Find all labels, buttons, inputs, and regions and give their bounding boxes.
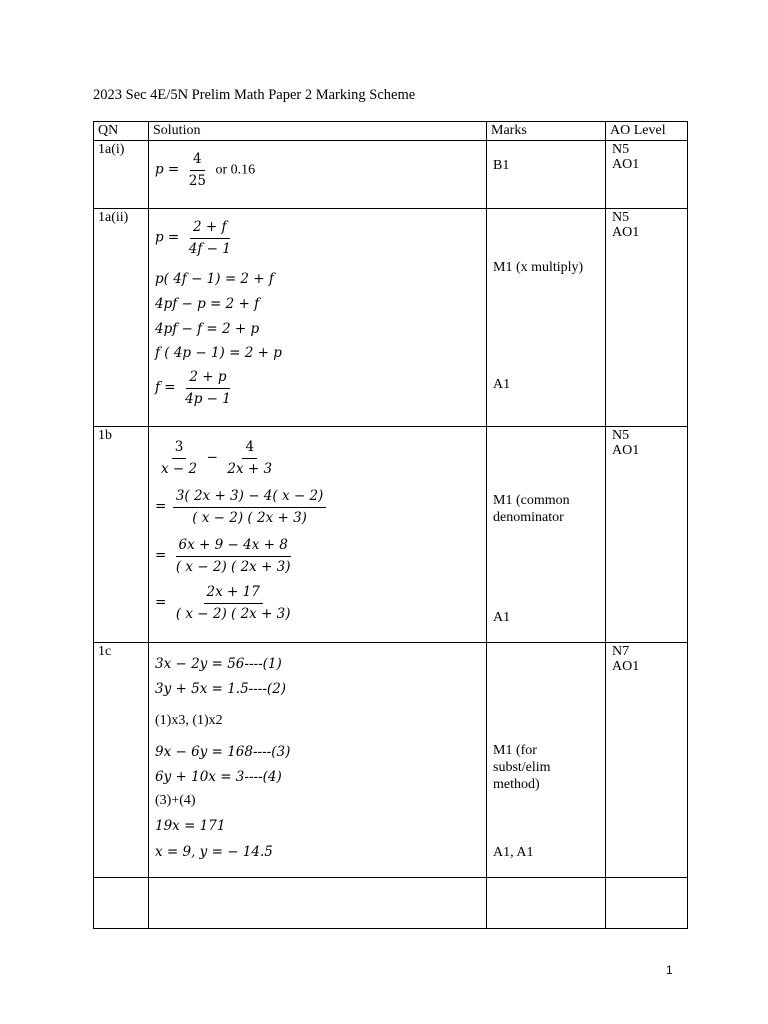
solution-line: p = $\frac{4}{25}$ or 0.16: [155, 151, 256, 189]
solution-line: x = 9, y = − 14.5: [155, 844, 273, 860]
solution-line: f = $\frac{2 + p}{4p - 1}$: [155, 369, 237, 408]
solution-line: $\frac{3}{x - 2}$ − $\frac{4}{2x + 3}$: [155, 439, 278, 478]
fraction: $\frac{3}{x - 2}$: [161, 439, 198, 477]
table-row-empty: [94, 878, 688, 929]
solution-line: = $\frac{6x + 9 - 4x + 8}{( x - 2) ( 2x + 3)}$: [155, 537, 297, 576]
solution-line: (1)x3, (1)x2: [155, 713, 223, 728]
ao-level: N5: [612, 210, 630, 225]
ao-level: AO1: [612, 659, 640, 674]
solution-line: 9x − 6y = 168----(3): [155, 744, 291, 760]
table-row: [94, 141, 688, 209]
empty-cell: [606, 878, 688, 929]
solution-cell: [149, 427, 487, 643]
header-marks: Marks: [487, 122, 606, 141]
table-header-row: [94, 122, 688, 141]
question-number: 1a(ii): [94, 209, 149, 427]
solution-line: p( 4f − 1) = 2 + f: [155, 271, 274, 287]
solution-line: p = $\frac{2 + f}{4f - 1}$: [155, 219, 237, 258]
marks-cell: [487, 643, 606, 878]
ao-level: N5: [612, 142, 630, 157]
mark-label: A1, A1: [493, 845, 534, 860]
mark-label: M1 (for: [493, 743, 537, 758]
empty-cell: [149, 878, 487, 929]
solution-line: f ( 4p − 1) = 2 + p: [155, 345, 282, 361]
solution-line: = $\frac{2x + 17}{( x - 2) ( 2x + 3)}$: [155, 584, 297, 623]
marking-scheme-table: [93, 121, 688, 929]
page-number: 1: [666, 963, 673, 977]
mark-label: A1: [493, 377, 511, 392]
solution-line: 3y + 5x = 1.5----(2): [155, 681, 287, 697]
fraction: $\frac{6x + 9 - 4x + 8}{( x - 2) ( 2x + 3)}$: [175, 537, 291, 575]
question-number: 1a(i): [94, 141, 149, 209]
mark-label: A1: [493, 610, 511, 625]
question-number: 1b: [94, 427, 149, 643]
table-row: [94, 209, 688, 427]
empty-cell: [487, 878, 606, 929]
mark-label: subst/elim: [493, 760, 551, 775]
question-number: 1c: [94, 643, 149, 878]
ao-level-cell: [606, 141, 688, 209]
ao-level-cell: [606, 209, 688, 427]
solution-line: (3)+(4): [155, 793, 196, 808]
solution-line: 6y + 10x = 3----(4): [155, 769, 282, 785]
fraction: $\frac{2 + f}{4f - 1}$: [188, 219, 231, 257]
fraction: $\frac{2 + p}{4p - 1}$: [185, 369, 231, 407]
fraction: $\frac{4}{2x + 3}$: [227, 439, 273, 477]
header-qn: QN: [94, 122, 149, 141]
marks-cell: [487, 427, 606, 643]
fraction: $\frac{2x + 17}{( x - 2) ( 2x + 3)}$: [175, 584, 291, 622]
marks-cell: [487, 209, 606, 427]
fraction: $\frac{4}{25}$: [188, 151, 206, 189]
mark-label: B1: [493, 158, 510, 173]
document-title: 2023 Sec 4E/5N Prelim Math Paper 2 Marking Scheme: [93, 87, 416, 103]
solution-cell: [149, 643, 487, 878]
ao-level: AO1: [612, 443, 640, 458]
header-solution: Solution: [149, 122, 487, 141]
mark-label: M1 (x multiply): [493, 260, 584, 275]
ao-level: AO1: [612, 157, 640, 172]
fraction: $\frac{3( 2x + 3) - 4( x - 2)}{( x - 2) ( 2x + 3)}$: [173, 488, 327, 527]
mark-label: denominator: [493, 510, 564, 525]
mark-label: M1 (common: [493, 493, 570, 508]
solution-cell: [149, 141, 487, 209]
ao-level: N7: [612, 644, 630, 659]
marks-cell: [487, 141, 606, 209]
empty-cell: [94, 878, 149, 929]
solution-line: 4pf − p = 2 + f: [155, 296, 260, 312]
table-row: [94, 427, 688, 643]
ao-level: AO1: [612, 225, 640, 240]
ao-level-cell: [606, 427, 688, 643]
mark-label: method): [493, 777, 540, 792]
ao-level: N5: [612, 428, 630, 443]
solution-cell: [149, 209, 487, 427]
solution-line: 4pf − f = 2 + p: [155, 321, 260, 337]
solution-line: 3x − 2y = 56----(1): [155, 656, 282, 672]
ao-level-cell: [606, 643, 688, 878]
table-row: [94, 643, 688, 878]
solution-line: 19x = 171: [155, 818, 226, 834]
header-ao-level: AO Level: [606, 122, 688, 141]
solution-line: = $\frac{3( 2x + 3) - 4( x - 2)}{( x - 2) ( 2x + 3)}$: [155, 488, 329, 527]
